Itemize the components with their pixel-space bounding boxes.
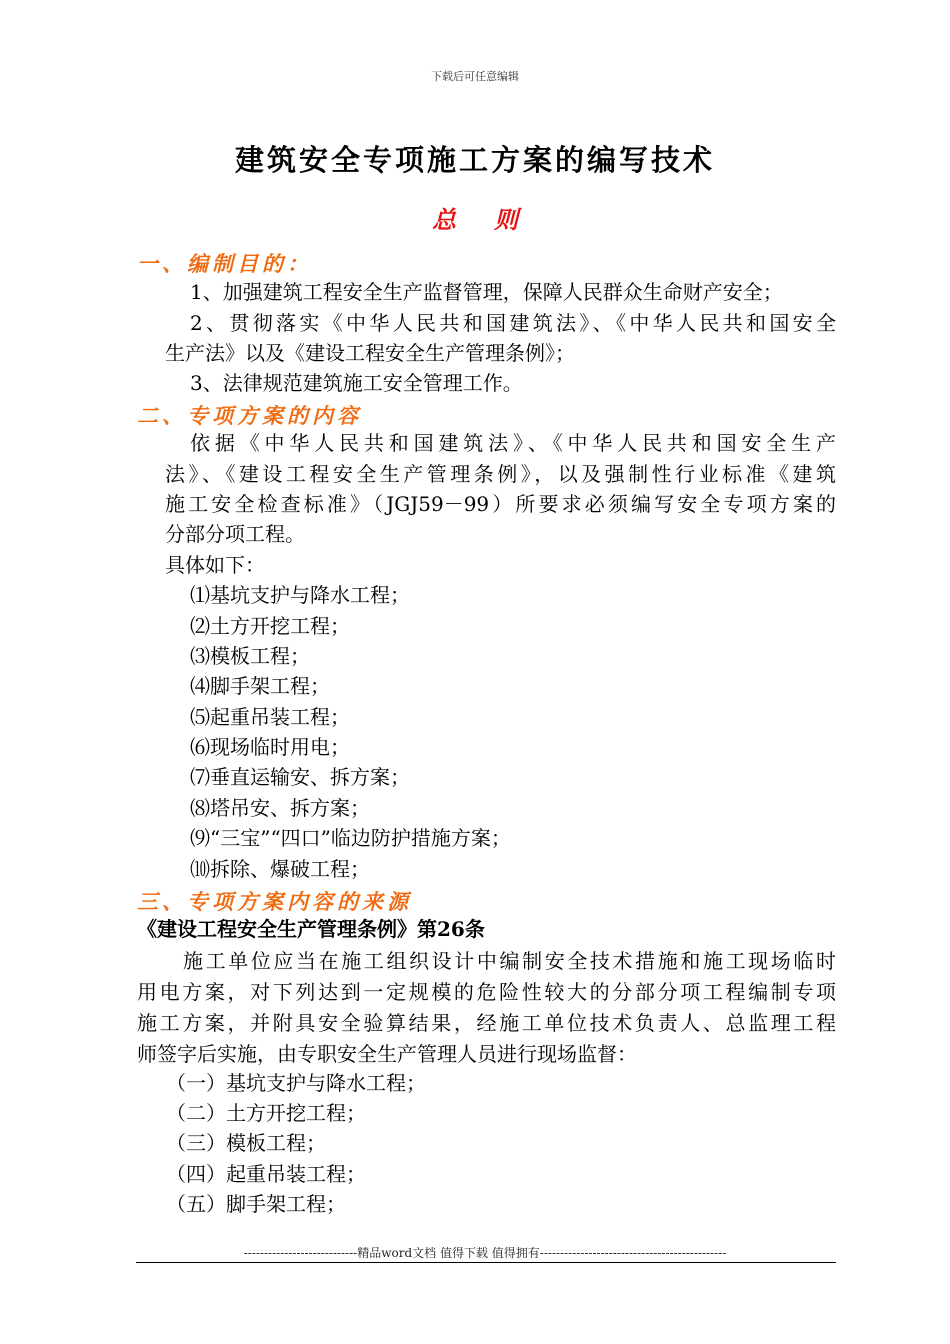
section-2-list-item: ⑽拆除、爆破工程； xyxy=(190,857,370,881)
section-2-list-item: ⑷脚手架工程； xyxy=(190,674,330,698)
section-2-para-line-2-text: 法》、《建设工程安全生产管理条例》，以及强制性行业标准《建筑 xyxy=(165,462,836,486)
section-3-list-item: （二）土方开挖工程； xyxy=(166,1101,366,1125)
section-2-para-line-4: 分部分项工程。 xyxy=(165,522,305,546)
section-2-para-line-3 xyxy=(165,489,836,519)
section-2-list-item: ⑵土方开挖工程； xyxy=(190,614,350,638)
section-2-para-line-2 xyxy=(165,459,836,489)
section-2-list-item: ⑴基坑支护与降水工程； xyxy=(190,583,410,607)
document-subtitle: 总则 xyxy=(432,205,556,234)
section-3-para-line-2-text: 用电方案，对下列达到一定规模的危险性较大的分部分项工程编制专项 xyxy=(137,980,836,1004)
section-3-list-item: （四）起重吊装工程； xyxy=(166,1162,366,1186)
section-1-heading: 一、编制目的： xyxy=(137,251,312,276)
section-3-list-item: （一）基坑支护与降水工程； xyxy=(166,1071,426,1095)
section-2-para-line-3-text: 施工安全检查标准》（JGJ59－99）所要求必须编写安全专项方案的 xyxy=(165,492,836,516)
section-3-clause: 《建设工程安全生产管理条例》第26条 xyxy=(137,917,485,941)
section-2-list-item: ⑹现场临时用电； xyxy=(190,735,350,759)
section-1-item-2 xyxy=(190,308,836,338)
section-3-para-line-4: 师签字后实施，由专职安全生产管理人员进行现场监督： xyxy=(137,1042,637,1066)
section-2-list-item: ⑺垂直运输安、拆方案； xyxy=(190,765,410,789)
section-3-list-item: （五）脚手架工程； xyxy=(166,1192,346,1216)
section-1-item-2-cont: 生产法》以及《建设工程安全生产管理条例》； xyxy=(165,341,575,365)
section-2-heading: 二、专项方案的内容 xyxy=(137,403,362,428)
footer-divider xyxy=(136,1262,836,1263)
section-2-list-item: ⑶模板工程； xyxy=(190,644,310,668)
section-3-para-line-2 xyxy=(137,977,836,1007)
section-3-list-item: （三）模板工程； xyxy=(166,1131,326,1155)
section-3-para-line-3-text: 施工方案，并附具安全验算结果，经施工单位技术负责人、总监理工程 xyxy=(137,1011,836,1035)
section-1-item-3: 3、法律规范建筑施工安全管理工作。 xyxy=(190,371,523,395)
page-footer-text: ----------------------------精品word文档 值得下载 值得拥有---------------------------------------------- xyxy=(243,1246,727,1260)
section-3-para-line-1 xyxy=(183,946,836,976)
section-3-para-line-3 xyxy=(137,1008,836,1038)
section-2-para-line-1 xyxy=(190,428,836,458)
section-3-heading: 三、专项方案内容的来源 xyxy=(137,889,412,914)
section-2-intro: 具体如下： xyxy=(165,553,265,577)
section-2-para-line-1-text: 依据《中华人民共和国建筑法》、《中华人民共和国安全生产 xyxy=(190,431,836,455)
section-3-para-line-1-text: 施工单位应当在施工组织设计中编制安全技术措施和施工现场临时 xyxy=(183,949,836,973)
section-1-item-2-text: 2、贯彻落实《中华人民共和国建筑法》、《中华人民共和国安全 xyxy=(190,311,836,335)
section-2-list-item: ⑻塔吊安、拆方案； xyxy=(190,796,370,820)
section-1-item-1: 1、加强建筑工程安全生产监督管理，保障人民群众生命财产安全； xyxy=(190,280,783,304)
page-header-note: 下载后可任意编辑 xyxy=(431,70,519,83)
document-title: 建筑安全专项施工方案的编写技术 xyxy=(234,143,715,177)
section-2-list-item: ⑸起重吊装工程； xyxy=(190,705,350,729)
section-2-list-item: ⑼“三宝”“四口”临边防护措施方案； xyxy=(190,826,511,850)
